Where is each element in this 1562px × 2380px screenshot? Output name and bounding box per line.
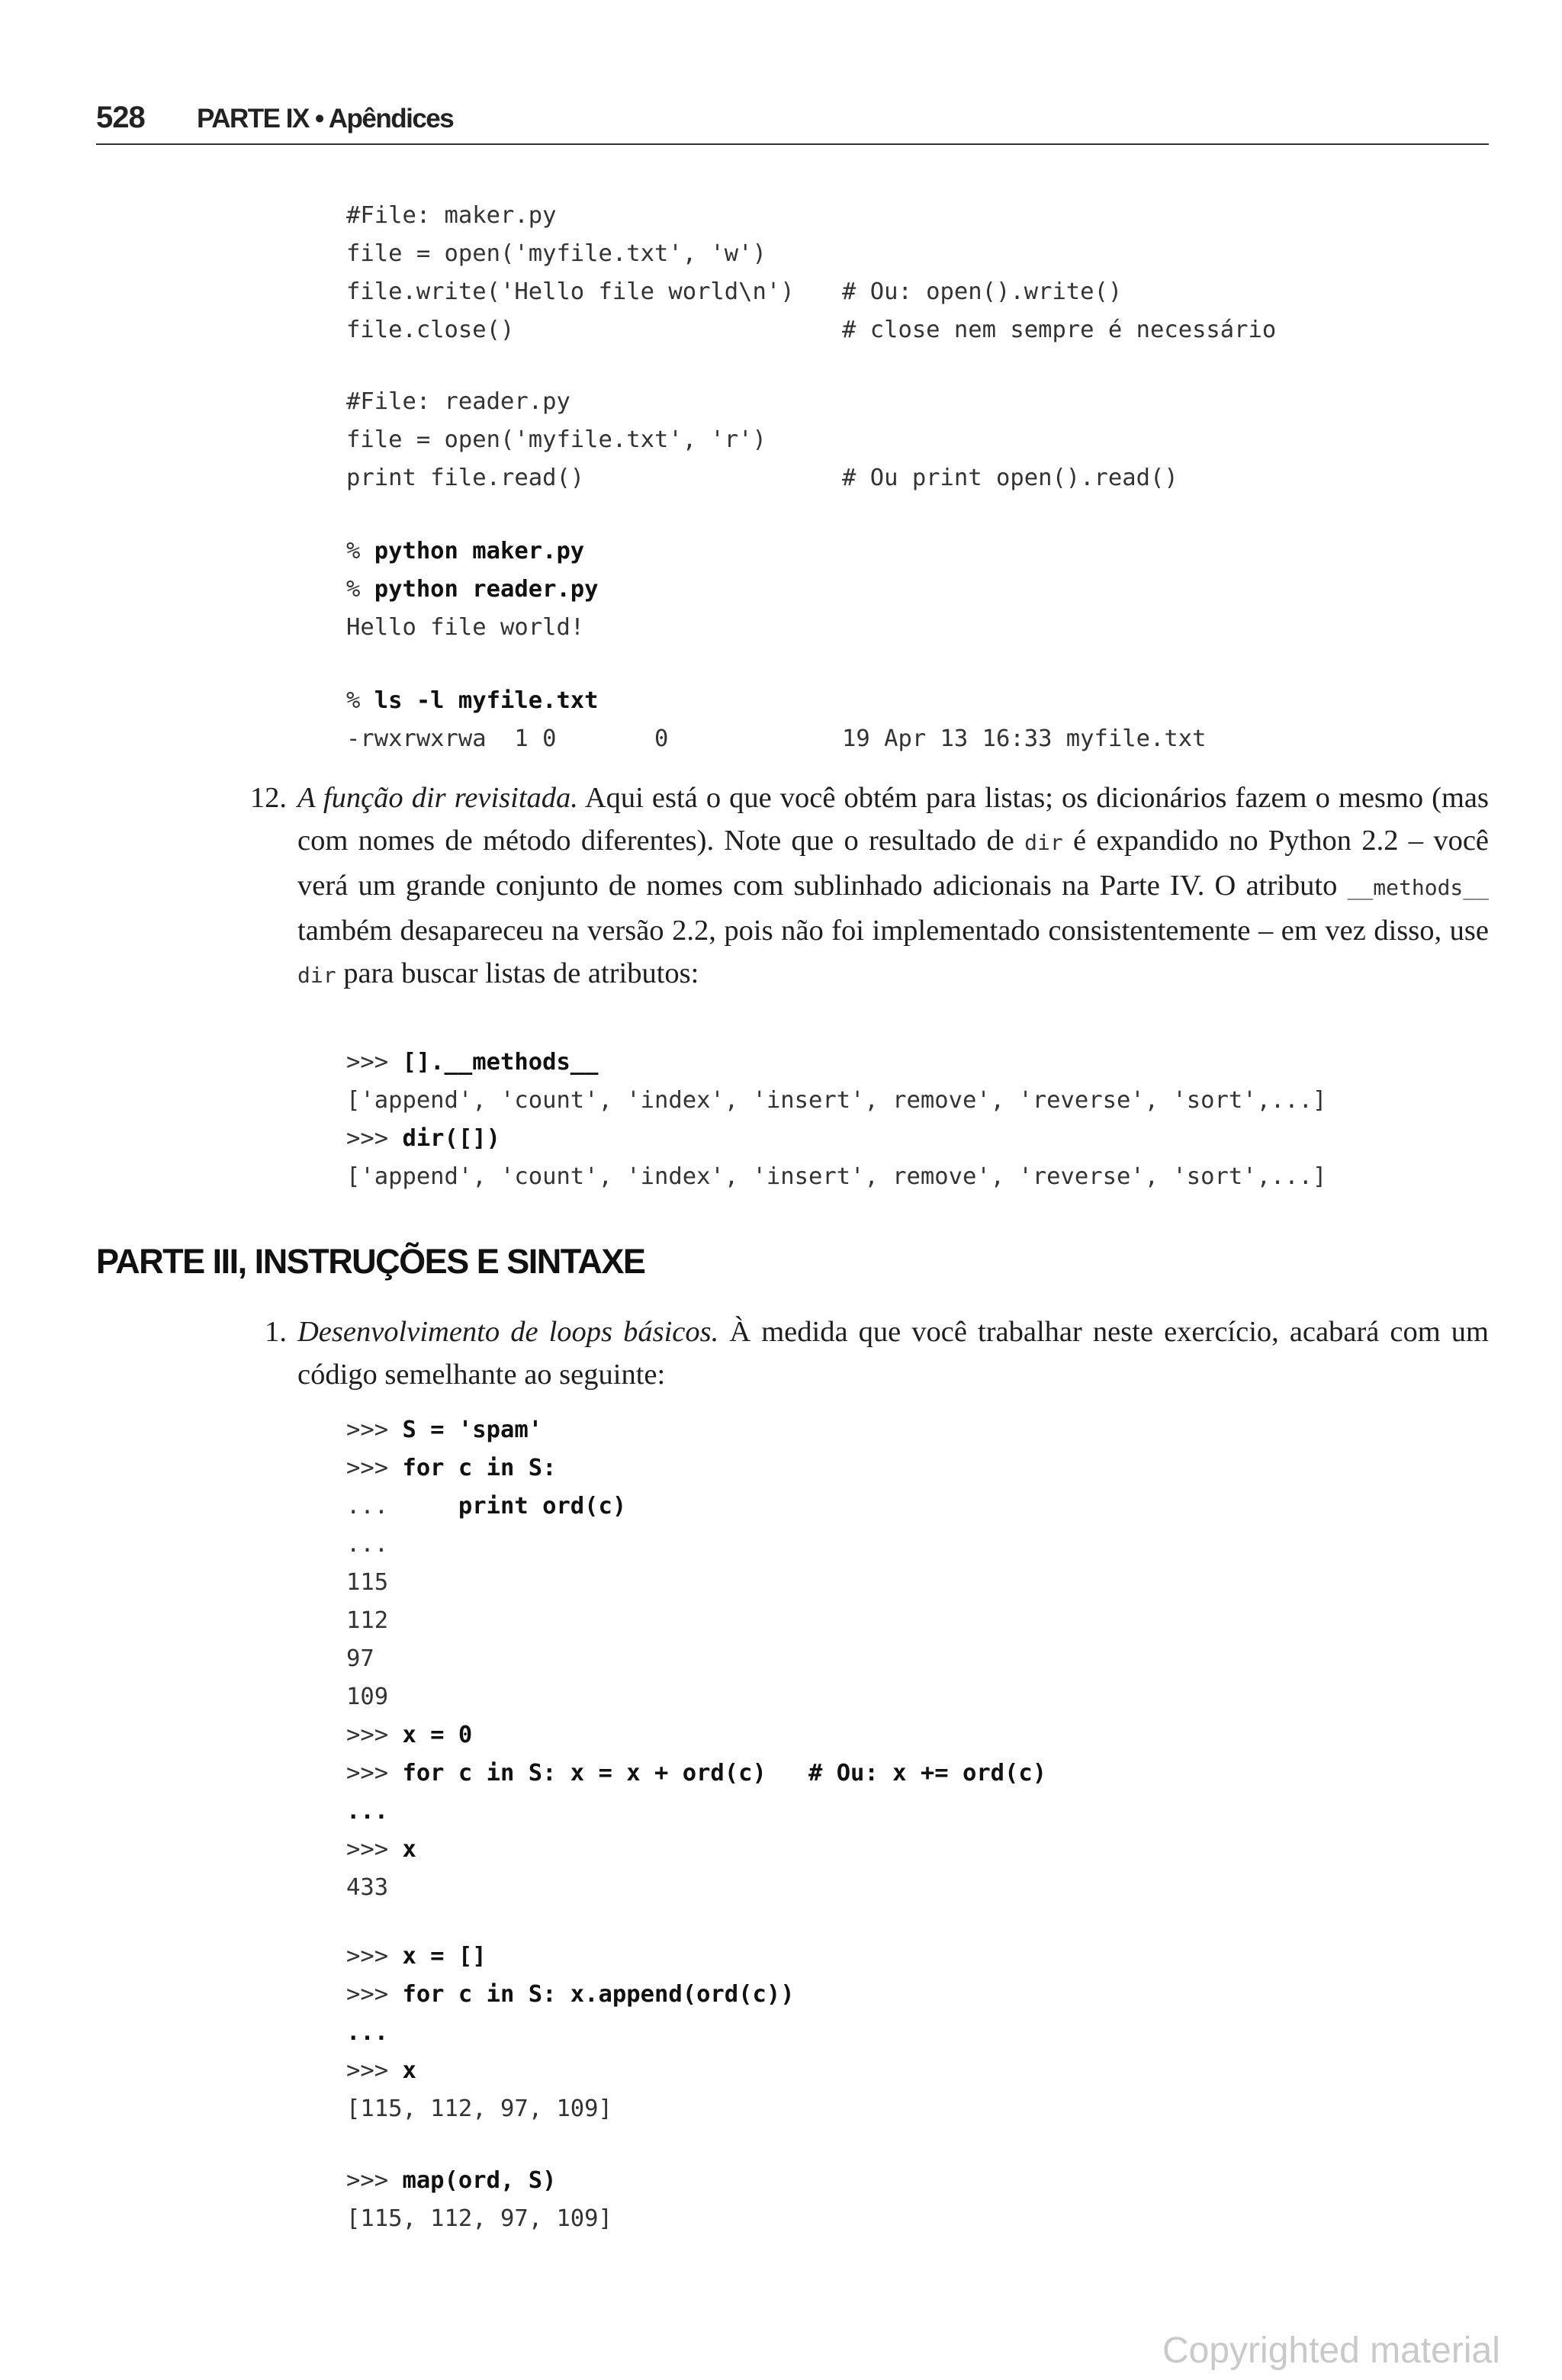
code-line: ... [346, 1531, 389, 1558]
running-header [96, 93, 1489, 145]
code-line: >>> x [346, 2057, 416, 2084]
code-comment: # close nem sempre é necessário [842, 317, 1277, 343]
part-label: PARTE IX • Apêndices [197, 104, 454, 133]
book-page: 528 PARTE IX • Apêndices #File: maker.py file = open('myfile.txt', 'w') file.write('Hello file world\n') # Ou: open().write() file.close() # close nem sempre é necessário #File: reader.py file = open('myfile.txt', 'r') print file.read() # Ou print open().read() % python maker.py % python reader.py Hello file world! % ls -l myfile.txt -rwxrwxrwa 1 0 0 19 Apr 13 16:33 myfile.txt 12. A função dir revisitada. Aqui está o que você obtém para listas; os dicionários fazem o mesmo (mas com nomes de método diferentes). Note que o resultado de dir é expandido no Python 2.2 – você verá um grande conjunto de nomes com sublinhado adicionais na Parte IV. O atributo __methods__ também desapareceu na versão 2.2, pois não foi implementado consistentemente – em vez disso, use dir para buscar listas de atributos: >>> [].__methods__ ['append', 'count', 'index', 'insert', remove', 'reverse', 'sort',...] >>> dir([]) ['append', 'count', 'index', 'insert', remove', 'reverse', 'sort',...] PARTE III, INSTRUÇÕES E SINTAXE 1. Desenvolvimento de loops básicos. À medida que você trabalhar neste exercício, acabará com um código semelhante ao seguinte: >>> S = 'spam' >>> for c in S: ... print ord(c) ... 115 112 97 109 >>> x = 0 >>> for c in S: x = x + ord(c) # Ou: x += ord(c) ... >>> x 433 >>> x = [] >>> for c in S: x.append(ord(c)) ... >>> x [115, 112, 97, 109] >>> map(ord, S) [115, 112, 97, 109] Copyrighted material [0, 0, 1562, 2380]
code-line: >>> for c in S: x = x + ord(c) # Ou: x += ord(c) [346, 1760, 1047, 1787]
exercise-item-12 [244, 777, 1489, 997]
inline-code: dir [297, 963, 336, 988]
code-loops-basic [346, 1411, 1046, 1907]
inline-code: dir [1024, 830, 1063, 855]
item-title: Desenvolvimento de loops básicos. [297, 1316, 719, 1348]
code-shell-run [346, 532, 599, 647]
code-line: -rwxrwxrwa 1 0 0 19 Apr 13 16:33 myfile.txt [346, 725, 1207, 752]
code-line: 97 [346, 1645, 374, 1672]
code-line: % python reader.py [346, 576, 599, 603]
item-number: 1. [265, 1316, 287, 1348]
code-line: >>> map(ord, S) [346, 2167, 557, 2194]
inline-code: __methods__ [1347, 875, 1489, 900]
code-comment: # Ou print open().read() [842, 465, 1178, 491]
section-heading: PARTE III, INSTRUÇÕES E SINTAXE [96, 1242, 645, 1281]
code-line: 115 [346, 1569, 389, 1596]
code-line: [115, 112, 97, 109] [346, 2095, 612, 2122]
code-line: ... [346, 2019, 389, 2046]
code-line: [115, 112, 97, 109] [346, 2205, 612, 2232]
code-ls-listing [346, 682, 1207, 758]
code-line: >>> dir([]) [346, 1125, 500, 1152]
code-line: ... print ord(c) [346, 1493, 627, 1520]
code-line: 112 [346, 1607, 389, 1634]
page-number: 528 [96, 101, 145, 134]
item-paragraph: Desenvolvimento de loops básicos. À medida que você trabalhar neste exercício, acabará com um código semelhante ao seguinte: [297, 1316, 1489, 1391]
code-line: 109 [346, 1684, 389, 1710]
code-line: >>> x = [] [346, 1943, 487, 1970]
code-line: >>> [].__methods__ [346, 1049, 599, 1076]
code-map [346, 2162, 612, 2238]
exercise-item-1 [244, 1311, 1489, 1396]
item-paragraph: A função dir revisitada. Aqui está o que você obtém para listas; os dicionários fazem o mesmo (mas com nomes de método diferentes). Note que o resultado de dir é expandido no Python 2.2 – você verá um grande conjunto de nomes com sublinhado adicionais na Parte IV. O atributo __methods__ também desapareceu na versão 2.2, pois não foi implementado consistentemente – em vez disso, use dir para buscar listas de atributos: [297, 782, 1489, 989]
code-line: >>> for c in S: [346, 1455, 557, 1481]
code-line: >>> x [346, 1836, 416, 1863]
code-line: ... [346, 1798, 389, 1825]
code-loops-append [346, 1938, 795, 2128]
copyright-watermark: Copyrighted material [1162, 2330, 1500, 2371]
code-line: >>> x = 0 [346, 1722, 473, 1748]
code-line: >>> S = 'spam' [346, 1417, 543, 1443]
code-methods-dir [346, 1044, 1326, 1196]
code-line: % python maker.py [346, 538, 585, 564]
item-number: 12. [249, 782, 287, 814]
code-line: 433 [346, 1874, 389, 1901]
item-title: A função dir revisitada. [297, 782, 578, 814]
code-line: ['append', 'count', 'index', 'insert', remove', 'reverse', 'sort',...] [346, 1087, 1327, 1114]
code-line: Hello file world! [346, 614, 585, 641]
code-line: ['append', 'count', 'index', 'insert', remove', 'reverse', 'sort',...] [346, 1163, 1327, 1190]
code-comment: # Ou: open().write() [842, 278, 1123, 305]
code-line: >>> for c in S: x.append(ord(c)) [346, 1981, 795, 2008]
code-line: % ls -l myfile.txt [346, 687, 599, 714]
